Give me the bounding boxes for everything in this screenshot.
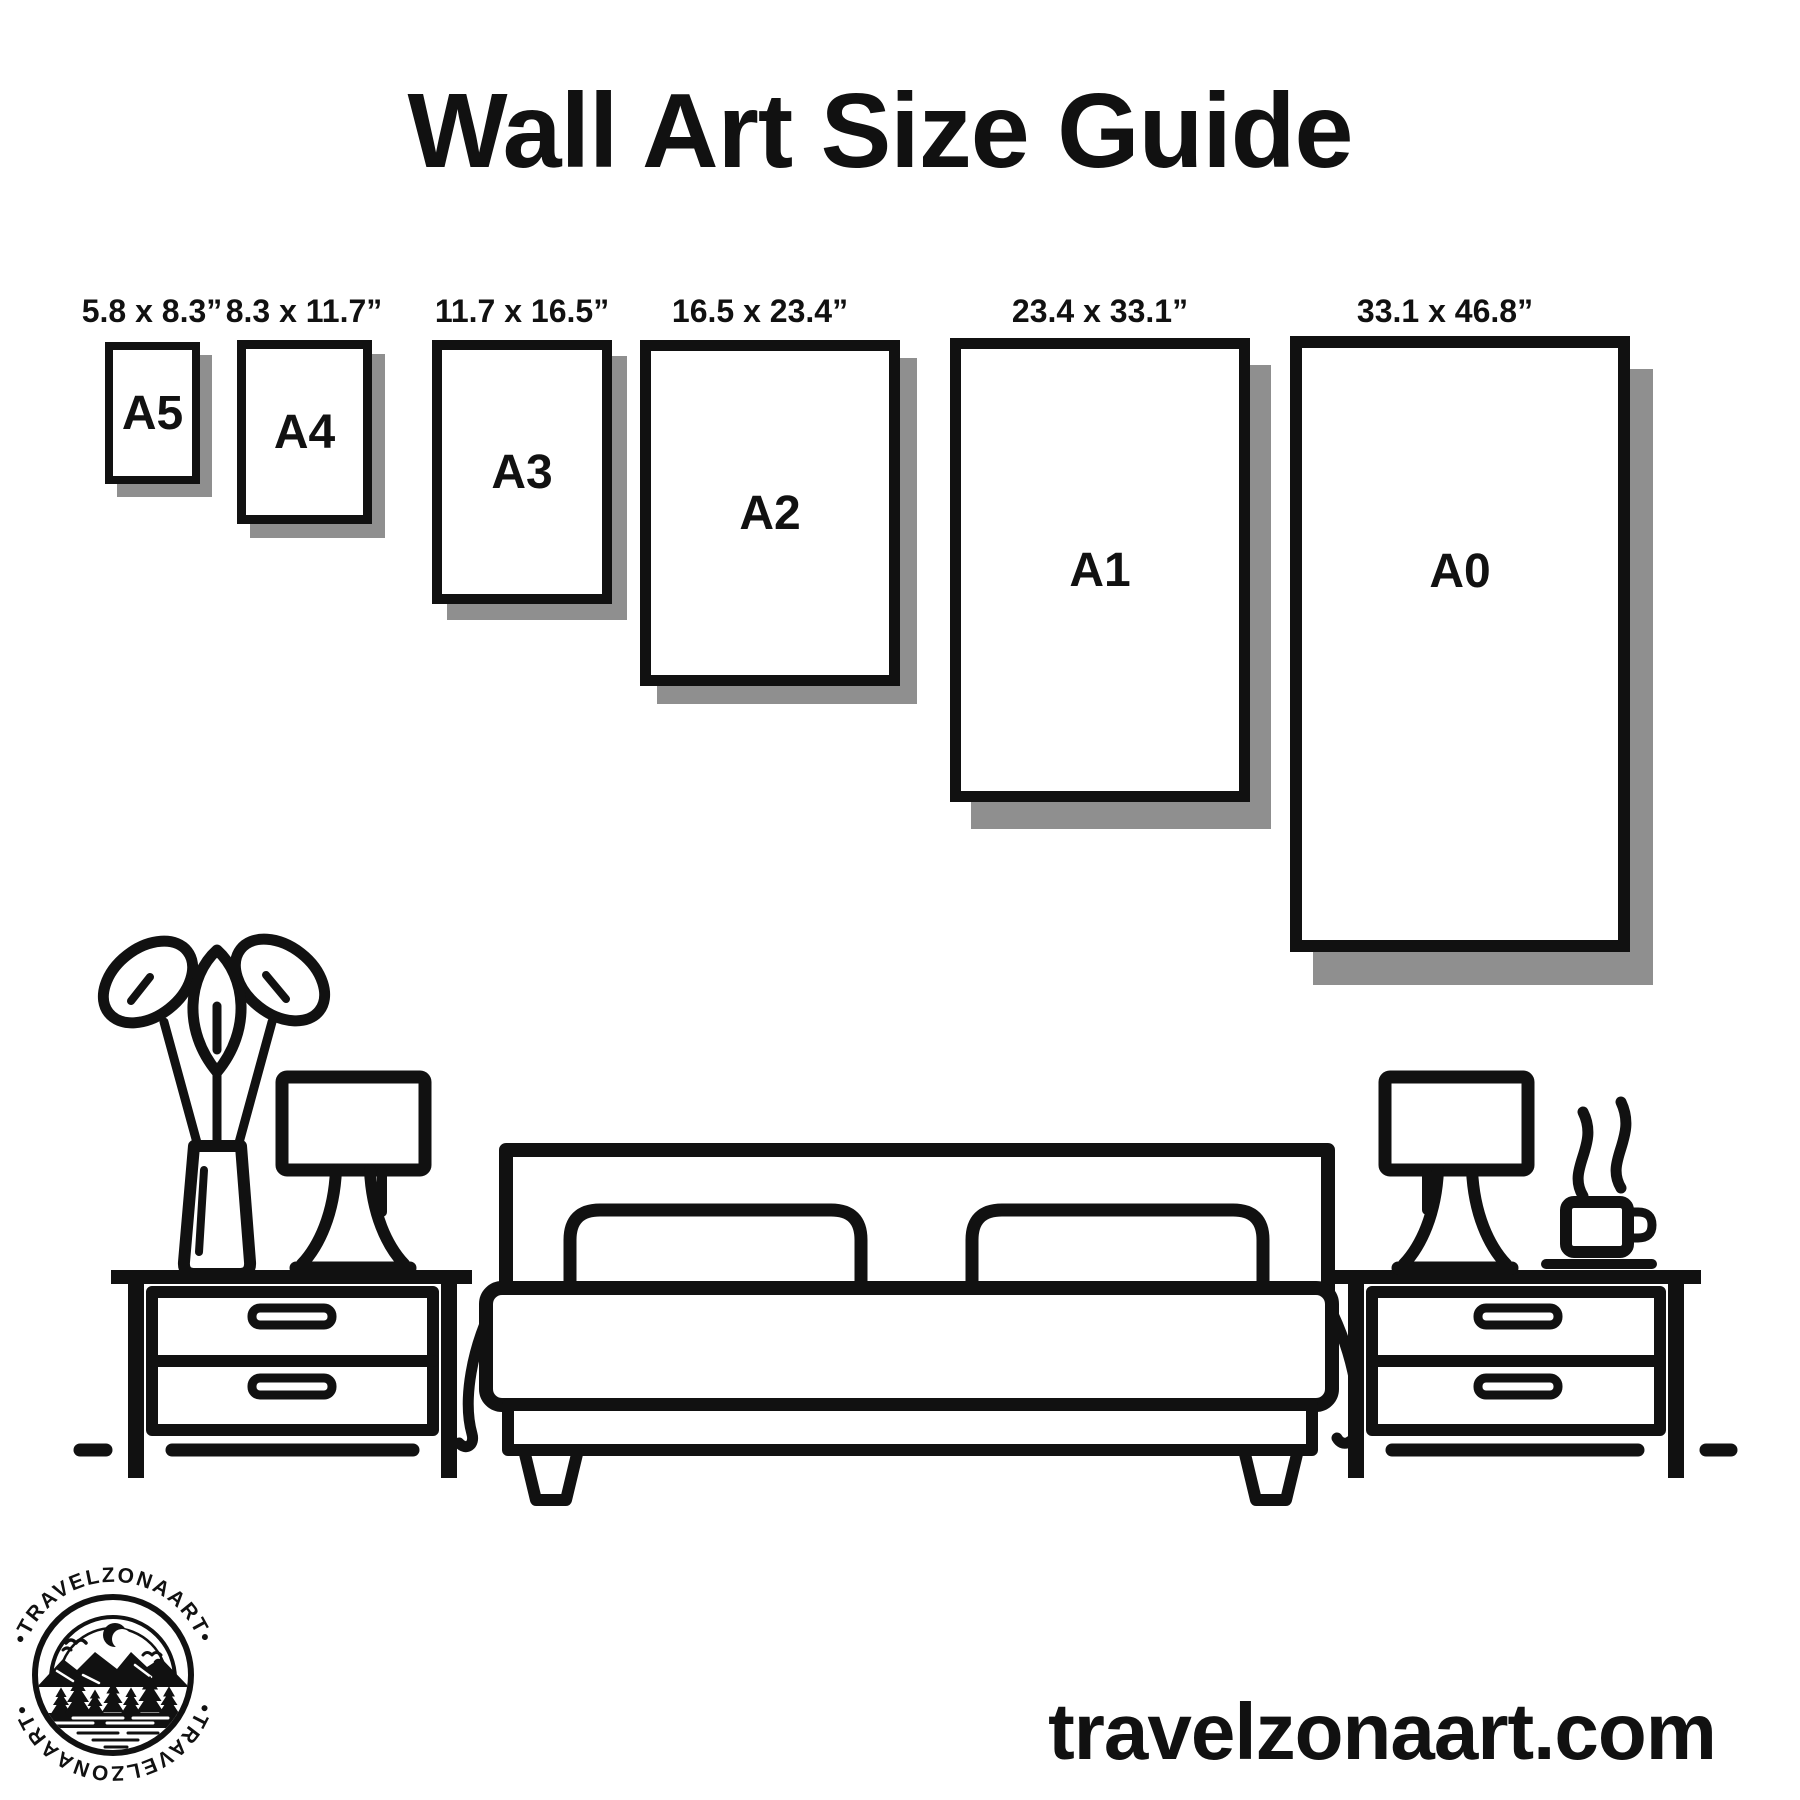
website-url: travelzonaart.com bbox=[1048, 1687, 1716, 1776]
right-nightstand-icon bbox=[1338, 1277, 1694, 1470]
bed-leg-right bbox=[1244, 1450, 1298, 1500]
bed-base bbox=[508, 1405, 1312, 1450]
brand-logo bbox=[0, 1560, 228, 1790]
size-dimensions-label-a2: 16.5 x 23.4” bbox=[671, 293, 849, 329]
duvet bbox=[486, 1288, 1332, 1405]
left-lamp-icon bbox=[282, 1077, 425, 1268]
right-lamp-icon bbox=[1385, 1077, 1528, 1268]
size-dimensions-label-a3: 11.7 x 16.5” bbox=[434, 293, 610, 329]
pillow-right bbox=[972, 1210, 1263, 1292]
size-dimensions-label-a4: 8.3 x 11.7” bbox=[225, 293, 383, 329]
size-name-a4: A4 bbox=[273, 405, 336, 459]
size-name-a5: A5 bbox=[121, 386, 184, 440]
size-name-a1: A1 bbox=[1069, 543, 1131, 597]
coffee-cup-icon bbox=[1546, 1102, 1652, 1264]
size-name-a2: A2 bbox=[739, 486, 801, 540]
bed-icon bbox=[459, 1150, 1358, 1500]
logo-ring-text-bottom: •TRAVELZONAART• bbox=[9, 1700, 217, 1785]
size-dimensions-label-a5: 5.8 x 8.3” bbox=[81, 293, 223, 329]
logo-ring-text-top: •TRAVELZONAART• bbox=[8, 1563, 218, 1647]
steam-icon bbox=[1578, 1112, 1588, 1196]
size-dimensions-label-a0: 33.1 x 46.8” bbox=[1356, 293, 1534, 329]
bed-leg-left bbox=[524, 1450, 578, 1500]
page-title: Wall Art Size Guide bbox=[407, 72, 1353, 190]
pillow-left bbox=[570, 1210, 861, 1292]
left-nightstand-icon bbox=[118, 1277, 465, 1470]
size-name-a3: A3 bbox=[491, 445, 553, 499]
size-name-a0: A0 bbox=[1429, 545, 1491, 598]
steam-icon bbox=[1616, 1102, 1626, 1188]
size-dimensions-label-a1: 23.4 x 33.1” bbox=[1011, 293, 1189, 329]
